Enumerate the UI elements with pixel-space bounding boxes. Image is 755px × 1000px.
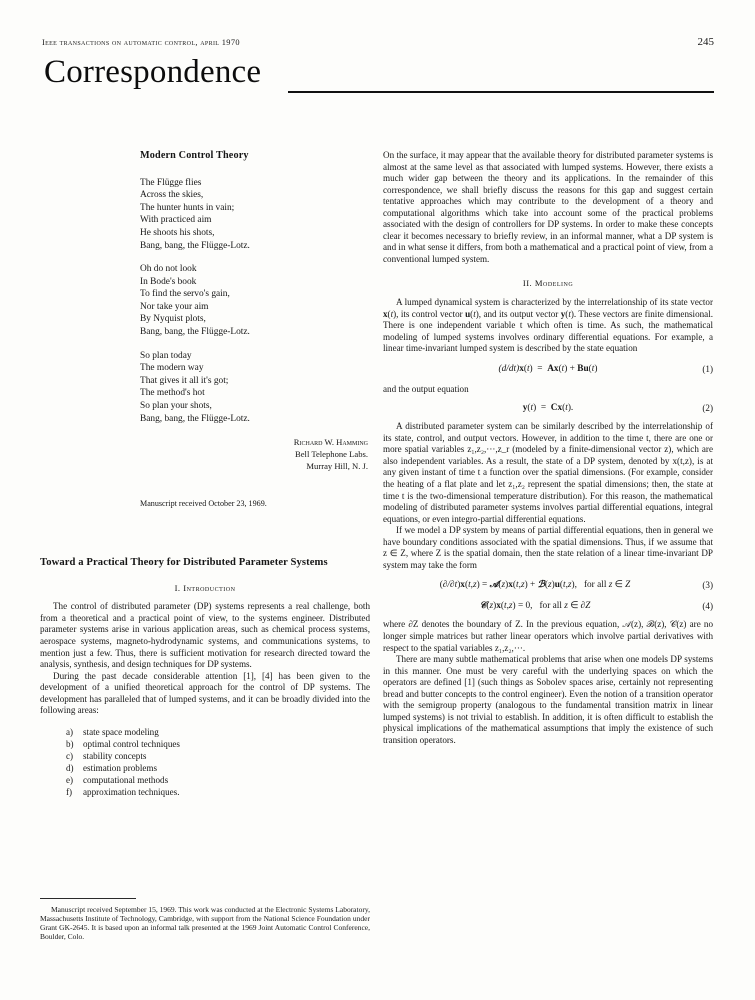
modeling-text-b: , its control vector bbox=[396, 308, 466, 319]
poem-line: That gives it all it's got; bbox=[140, 375, 229, 386]
list-text: stability concepts bbox=[83, 750, 147, 761]
poem-line: By Nyquist plots, bbox=[140, 314, 206, 325]
equation-4-body: 𝒞(z)x(t,z) = 0, for all z ∈ ∂Z bbox=[479, 601, 591, 612]
section-heading-introduction bbox=[40, 583, 370, 595]
manuscript-received-note: Manuscript received October 23, 1969. bbox=[140, 499, 267, 509]
modeling-paragraph-1: A lumped dynamical system is characterized by the interrelationship of its state vector x(t), its control vector u(t), and its output vector y(t). These vectors are finite dimensional. There is one independent variable t which often is time. As such, the mathematical modeling of lumped systems involves ordinary differential equations. For example, a linear time-invariant lumped system is described by the state equation bbox=[383, 297, 714, 354]
masthead bbox=[44, 56, 714, 102]
equation-1 bbox=[383, 363, 713, 376]
footnote-text: Manuscript received September 15, 1969. This work was conducted at the Electronic Systems Laboratory, Massachusetts Institute of Technology, Cambridge, with support from the National Science Foundation under Grant GK-2645. It is based upon an informal talk presented at the 1969 Joint Automatic Control Conference, Boulder, Colo. bbox=[40, 905, 370, 941]
intro-paragraph-2: During the past decade considerable attention [1], [4] has been given to the development of a unified theoretical approach for the control of DP systems. The development has paralleled that of lumped systems, and it can be broadly divided into the following areas: bbox=[40, 670, 370, 716]
equation-4 bbox=[383, 600, 713, 613]
list-item bbox=[66, 726, 370, 738]
poem-line: The modern way bbox=[140, 363, 204, 374]
poem-line: The Flügge flies bbox=[140, 177, 202, 188]
equation-2 bbox=[383, 402, 713, 415]
list-text: approximation techniques. bbox=[83, 787, 180, 798]
equation-1-body: (d/dt)x(t) = Ax(t) + Bu(t) bbox=[498, 363, 598, 374]
list-text: optimal control techniques bbox=[83, 738, 180, 749]
right-column bbox=[383, 150, 713, 746]
masthead-rule bbox=[288, 91, 714, 93]
poem-line: With practiced aim bbox=[140, 215, 212, 226]
after-equation-paragraph: where ∂Z denotes the boundary of Z. In the previous equation, 𝒜(z), ℬ(z), 𝒞(z) are no longer simple matrices but rather linear operators which involve partial derivatives with respect to the spatial variables z₁,z₂,···. bbox=[383, 619, 713, 653]
equation-3-body: (∂/∂t)x(t,z) = 𝒜(z)x(t,z) + ℬ(z)u(t,z), for all z ∈ Z bbox=[439, 580, 631, 591]
article-title: Toward a Practical Theory for Distributed Parameter Systems bbox=[40, 556, 328, 568]
pde-paragraph: If we model a DP system by means of partial differential equations, then in general we have boundary conditions associated with the spatial dimensions. Thus, if we assume that z ∈ Z, where Z is the spatial domain, then the state relation of a linear time-invariant DP system may take the form bbox=[383, 525, 713, 570]
poem-line: The hunter hunts in vain; bbox=[140, 202, 235, 213]
poem-line: Across the skies, bbox=[140, 190, 204, 201]
journal-name: Ieee transactions on automatic control, april 1970 bbox=[42, 38, 240, 47]
section-number: I. bbox=[174, 582, 181, 593]
right-paragraph-1: On the surface, it may appear that the available theory for distributed parameter systems is almost at the same level as that associated with lumped systems. However, there exists a much wider gap between the theory and its applications. In the remainder of this correspondence, we shall briefly discuss the reasons for this gap and suggest certain tentative approaches which may contribute to the development of a theory and computational algorithms which take into account some of the practical problems associated with the design of controllers for DP systems. In order to make these concepts clear it becomes necessary to briefly review, in an informal manner, what a DP system is and in what sense it differs, from both a mathematical and a practical point of view, from a conventional lumped system. bbox=[383, 150, 713, 264]
poem-stanza-2 bbox=[140, 263, 370, 339]
research-areas-list bbox=[40, 726, 370, 799]
list-marker: b) bbox=[66, 738, 74, 749]
list-marker: c) bbox=[66, 750, 74, 761]
author-name: Richard W. Hamming bbox=[293, 437, 368, 448]
poem-line: He shoots his shots, bbox=[140, 227, 215, 238]
poem-line: So plan today bbox=[140, 350, 192, 361]
list-marker: e) bbox=[66, 775, 74, 786]
poem-line: Bang, bang, the Flügge-Lotz. bbox=[140, 413, 250, 424]
equation-4-number: (4) bbox=[702, 601, 713, 612]
equation-2-number: (2) bbox=[702, 403, 713, 414]
running-head bbox=[42, 36, 714, 48]
poem-line: So plan your shots, bbox=[140, 401, 212, 412]
poem-title: Modern Control Theory bbox=[140, 150, 249, 161]
section-number: II. bbox=[522, 278, 533, 289]
footnote-rule bbox=[40, 898, 136, 899]
list-marker: a) bbox=[66, 726, 74, 737]
equation-1-number: (1) bbox=[702, 363, 713, 374]
section-name: Introduction bbox=[183, 582, 236, 593]
poem-stanza-3 bbox=[140, 350, 370, 426]
poem-line: The method's hot bbox=[140, 388, 205, 399]
list-marker: d) bbox=[66, 763, 74, 774]
author-affiliation: Bell Telephone Labs. bbox=[295, 449, 368, 460]
list-item bbox=[66, 774, 370, 786]
list-item bbox=[66, 750, 370, 762]
equation-3 bbox=[383, 579, 713, 592]
list-item bbox=[66, 762, 370, 774]
equation-2-body: y(t) = Cx(t). bbox=[522, 403, 574, 414]
poem-article bbox=[136, 150, 370, 510]
poem-stanza-1 bbox=[140, 177, 370, 253]
poem-line: Bang, bang, the Flügge-Lotz. bbox=[140, 240, 250, 251]
intro-paragraph-1: The control of distributed parameter (DP) systems represents a real challenge, both from a theoretical and a practical point of view, to the systems engineer. Distributed parameter systems arise in various application areas, such as chemical process systems, aerospace systems, magneto-hydrodynamic systems, and communications systems, to mention just a few. Thus, there is sufficient motivation for research directed toward the analysis, synthesis, and design techniques for DP systems. bbox=[40, 601, 370, 670]
list-text: estimation problems bbox=[83, 763, 158, 774]
list-text: state space modeling bbox=[83, 726, 159, 737]
poem-line: Oh do not look bbox=[140, 264, 197, 275]
between-equations-text: and the output equation bbox=[383, 383, 469, 394]
modeling-text-d: . These vectors are finite dimensional. There is one independent variable t which often is time. As such, the mathematical modeling of lumped systems involves ordinary differential equations. For example, a linear time-invariant lumped system is described by the state equation bbox=[383, 308, 714, 354]
list-item bbox=[66, 738, 370, 750]
poem-line: To find the servo's gain, bbox=[140, 289, 230, 300]
equation-3-number: (3) bbox=[702, 580, 713, 591]
list-text: computational methods bbox=[83, 775, 169, 786]
page-number: 245 bbox=[697, 36, 714, 48]
subtle-problems-paragraph: There are many subtle mathematical problems that arise when one models DP systems in this manner. One must be very careful with the underlying spaces on which the operators are defined [1] (such things as Sobolev spaces arise, certainly not representing bread and butter concepts to the control engineer). Even the notion of a transition operator with the semigroup property (analogous to the fundamental transition matrix in linear lumped systems) is not trivial to establish. In addition, it is often difficult to establish the physical implications of the mathematical assumptions that imply the existence of such transition operators. bbox=[383, 654, 713, 745]
masthead-title: Correspondence bbox=[44, 54, 262, 90]
poem-line: Bang, bang, the Flügge-Lotz. bbox=[140, 327, 250, 338]
section-name: Modeling bbox=[534, 278, 574, 289]
section-heading-modeling bbox=[383, 278, 713, 290]
modeling-text-a: A lumped dynamical system is characterized by the interrelationship of its state vector bbox=[396, 297, 713, 308]
left-column bbox=[40, 150, 370, 798]
author-location: Murray Hill, N. J. bbox=[306, 461, 368, 472]
poem-line: Nor take your aim bbox=[140, 301, 209, 312]
list-item bbox=[66, 786, 370, 798]
modeling-text-c: , and its output vector bbox=[478, 308, 561, 319]
list-marker: f) bbox=[66, 787, 73, 798]
poem-line: In Bode's book bbox=[140, 276, 197, 287]
dp-system-paragraph: A distributed parameter system can be similarly described by the interrelationship of its state, control, and output vectors. However, in addition to the time t, there are one or more spatial variables z₁,z₂,···,z_r (modeled by a finite-dimensional vector z), which are also independent variables. As a result, the state of a DP system, denoted by x(t,z), is at any given instant of time t a function over the spatial dimensions. (For example, consider the heating of a flat plate and let z₁,z₂ represent the spatial dimensions; then, the state at time t is the two-dimensional temperature distribution). For this reason, the mathematical modeling of distributed parameter systems involves partial differential equations, integral equations, or even integro-partial differential equations. bbox=[383, 421, 713, 524]
poem-byline bbox=[136, 436, 368, 472]
